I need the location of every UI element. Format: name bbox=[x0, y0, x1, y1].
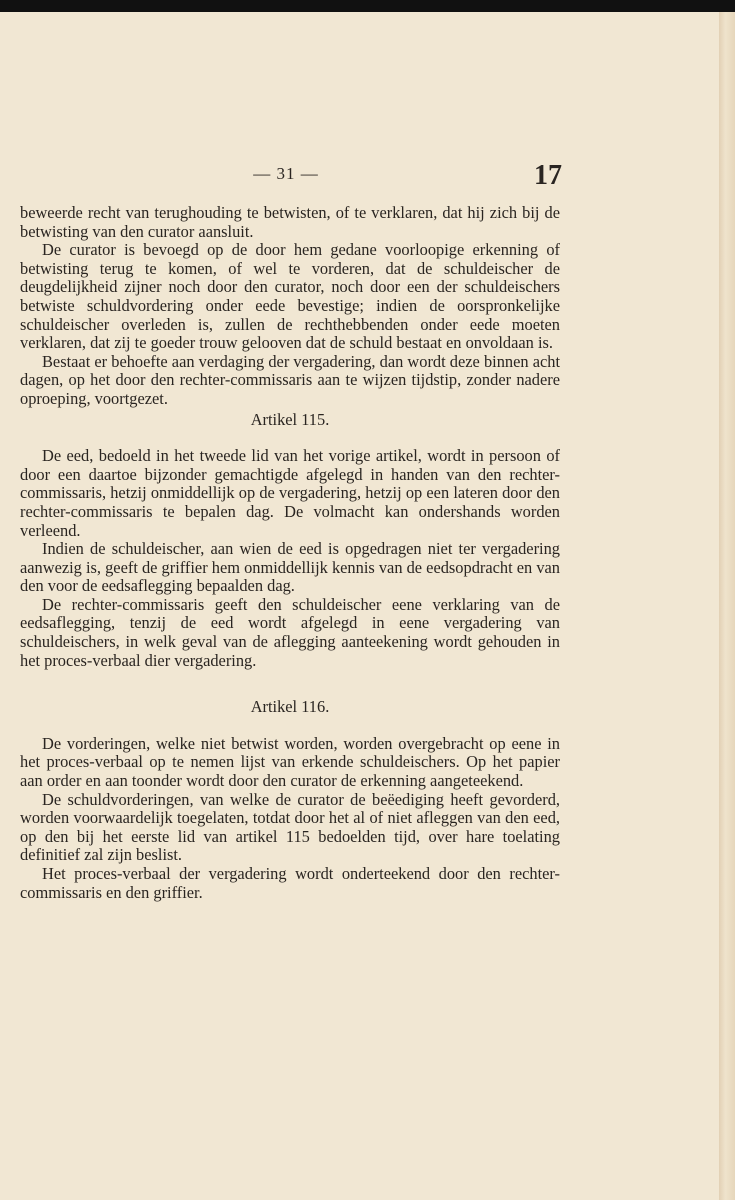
paragraph: Het proces-verbaal der vergadering wordt onderteekend door den rechter-commissaris en den griffier. bbox=[20, 864, 560, 902]
scan-border-top bbox=[0, 0, 735, 12]
paragraph: De schuldvorderingen, van welke de curator de beëediging heeft gevorderd, worden voorwaardelijk toegelaten, totdat door het al of niet afleggen van den eed, op den bij het eerste lid van artikel 115 bedoelden tijd, over hare toelating definitief zal zijn beslist. bbox=[20, 789, 560, 865]
paragraph: De eed, bedoeld in het tweede lid van het vorige artikel, wordt in persoon of door een daartoe bijzonder gemachtigde afgelegd in handen van den rechter-commissaris, hetzij onmiddellijk op de vergadering, hetzij op een lateren door den rechter-commissaris te bepalen dag. De volmacht kan ondershands worden verleend. bbox=[20, 446, 560, 540]
paragraph: De curator is bevoegd op de door hem gedane voorloopige erkenning of betwisting terug te komen, of wel te vorderen, dat de schuldeischer de deugdelijkheid zijner noch door den curator, noch door een der schuldeischers betwiste schuldvordering onder eede bevestige; indien de oorspronkelijke schuldeischer overleden is, zullen de rechthebbenden onder eede moeten verklaren, dat zij te goeder trouw gelooven dat de schuld bestaat en onvoldaan is. bbox=[20, 240, 560, 353]
page-edge bbox=[719, 12, 735, 1200]
paragraph: beweerde recht van terughouding te betwisten, of te verklaren, dat hij zich bij de betwisting van den curator aansluit. bbox=[20, 203, 560, 241]
paragraph: Bestaat er behoefte aan verdaging der vergadering, dan wordt deze binnen acht dagen, op het door den rechter-commissaris aan te wijzen tijdstip, zonder nadere oproeping, voortgezet. bbox=[20, 351, 560, 408]
body-text bbox=[20, 204, 560, 902]
sheet-number: 17 bbox=[534, 160, 562, 191]
paragraph: Indien de schuldeischer, aan wien de eed is opgedragen niet ter vergadering aanwezig is, geeft de griffier hem onmiddellijk kennis van de eedsopdracht en van den voor de eedsaflegging bepaalden dag. bbox=[20, 539, 560, 596]
article-heading-116: Artikel 116. bbox=[250, 697, 330, 717]
page-header bbox=[0, 160, 719, 200]
document-page bbox=[0, 12, 719, 1200]
article-heading-115: Artikel 115. bbox=[250, 409, 330, 429]
paragraph: De vorderingen, welke niet betwist worden, worden overgebracht op eene in het proces-verbaal op te nemen lijst van erkende schuldeischers. Op het papier aan order en aan toonder wordt door den curator de erkenning aangeteekend. bbox=[20, 733, 560, 791]
paragraph: De rechter-commissaris geeft den schuldeischer eene verklaring van de eedsaflegging, tenzij de eed wordt afgelegd in eene vergadering van schuldeischers, in welk geval van de aflegging aanteekening wordt gehouden in het proces-verbaal dier vergadering. bbox=[20, 594, 560, 670]
page-number: — 31 — bbox=[253, 164, 319, 183]
